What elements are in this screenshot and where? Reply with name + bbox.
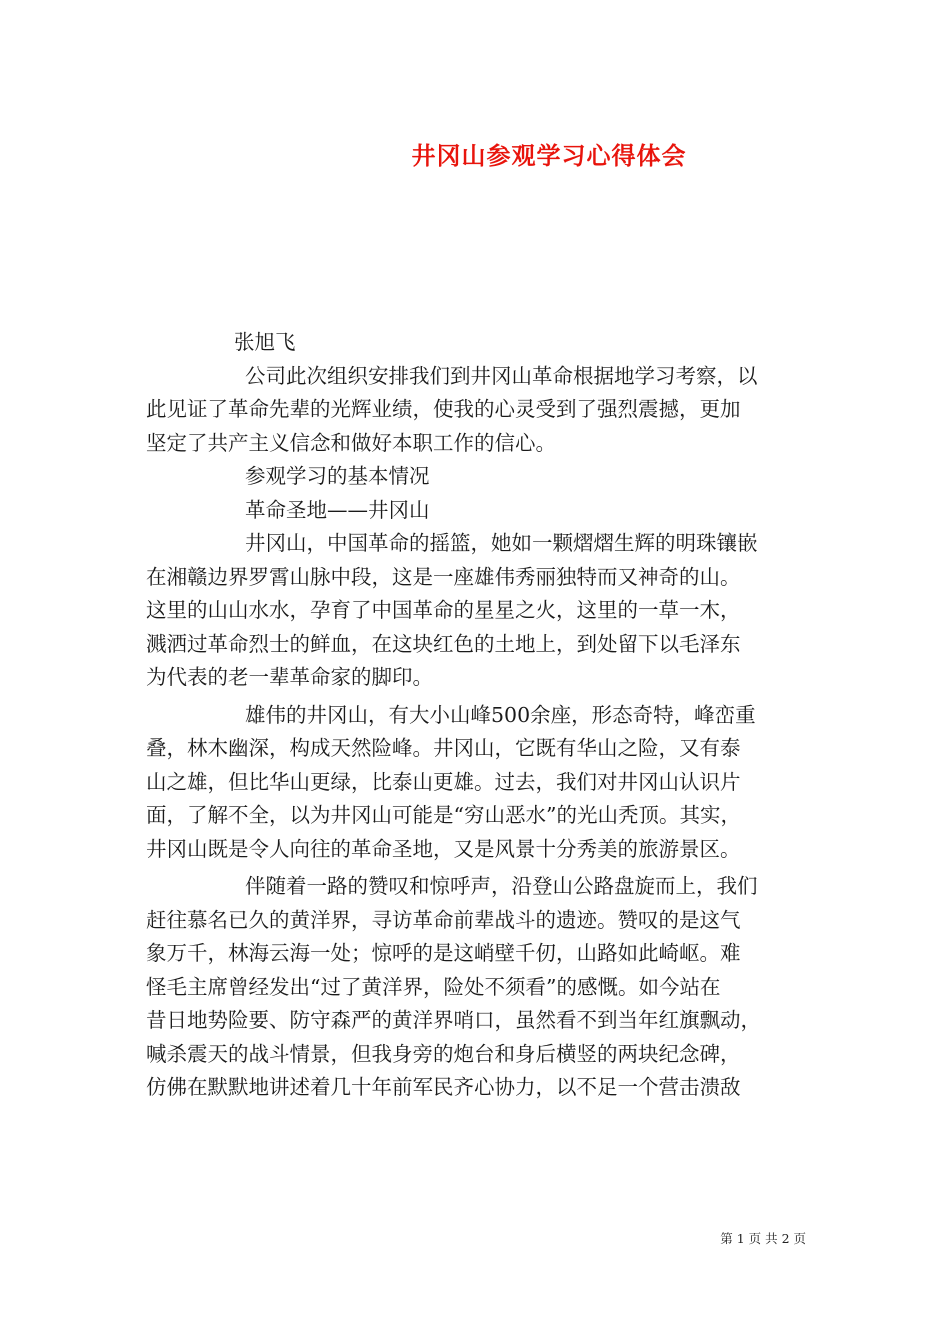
paragraph-line: 赶往慕名已久的黄洋界，寻访革命前辈战斗的遗迹。赞叹的是这气	[146, 907, 741, 932]
document-title: 井冈山参观学习心得体会	[411, 141, 687, 170]
paragraph-line: 喊杀震天的战斗情景，但我身旁的炮台和身后横竖的两块纪念碑，	[146, 1041, 741, 1066]
paragraph-line: 雄伟的井冈山，有大小山峰500余座，形态奇特，峰峦重	[245, 702, 756, 727]
document-body	[146, 326, 806, 1105]
paragraph-line: 溅洒过革命烈士的鲜血，在这块红色的土地上，到处留下以毛泽东	[146, 631, 741, 656]
paragraph-line: 象万千，林海云海一处；惊呼的是这峭壁千仞，山路如此崎岖。难	[146, 941, 741, 965]
paragraph-line: 这里的山山水水，孕育了中国革命的星星之火，这里的一草一木，	[146, 598, 741, 622]
paragraph-line: 仿佛在默默地讲述着几十年前军民齐心协力，以不足一个营击溃敌	[146, 1075, 741, 1099]
paragraph-line: 坚定了共产主义信念和做好本职工作的信心。	[146, 430, 556, 455]
paragraph-line: 井冈山，中国革命的摇篮，她如一颗熠熠生辉的明珠镶嵌	[245, 531, 758, 555]
page-number-footer: 第 1 页 共 2 页	[720, 1231, 806, 1246]
section-heading: 参观学习的基本情况	[245, 464, 430, 488]
paragraph-line: 伴随着一路的赞叹和惊呼声，沿登山公路盘旋而上，我们	[245, 874, 758, 898]
paragraph-line: 叠，林木幽深，构成天然险峰。井冈山，它既有华山之险，又有泰	[146, 736, 741, 760]
paragraph-line: 井冈山既是令人向往的革命圣地，又是风景十分秀美的旅游景区。	[146, 836, 741, 861]
paragraph-line: 此见证了革命先辈的光辉业绩，使我的心灵受到了强烈震撼，更加	[146, 397, 741, 421]
paragraph-line: 公司此次组织安排我们到井冈山革命根据地学习考察，以	[245, 363, 758, 388]
paragraph-line: 山之雄，但比华山更绿，比泰山更雄。过去，我们对井冈山认识片	[146, 769, 741, 794]
paragraph-line: 面，了解不全，以为井冈山可能是“穷山恶水”的光山秃顶。其实，	[146, 803, 741, 827]
paragraph-line: 在湘赣边界罗霄山脉中段，这是一座雄伟秀丽独特而又神奇的山。	[146, 564, 741, 589]
section-subheading: 革命圣地——井冈山	[245, 497, 430, 522]
paragraph-line: 怪毛主席曾经发出“过了黄洋界，险处不须看”的感慨。如今站在	[146, 974, 721, 999]
author-name: 张旭飞	[234, 330, 296, 354]
paragraph-line: 昔日地势险要、防守森严的黄洋界哨口，虽然看不到当年红旗飘动，	[146, 1008, 761, 1032]
paragraph-line: 为代表的老一辈革命家的脚印。	[146, 665, 433, 689]
